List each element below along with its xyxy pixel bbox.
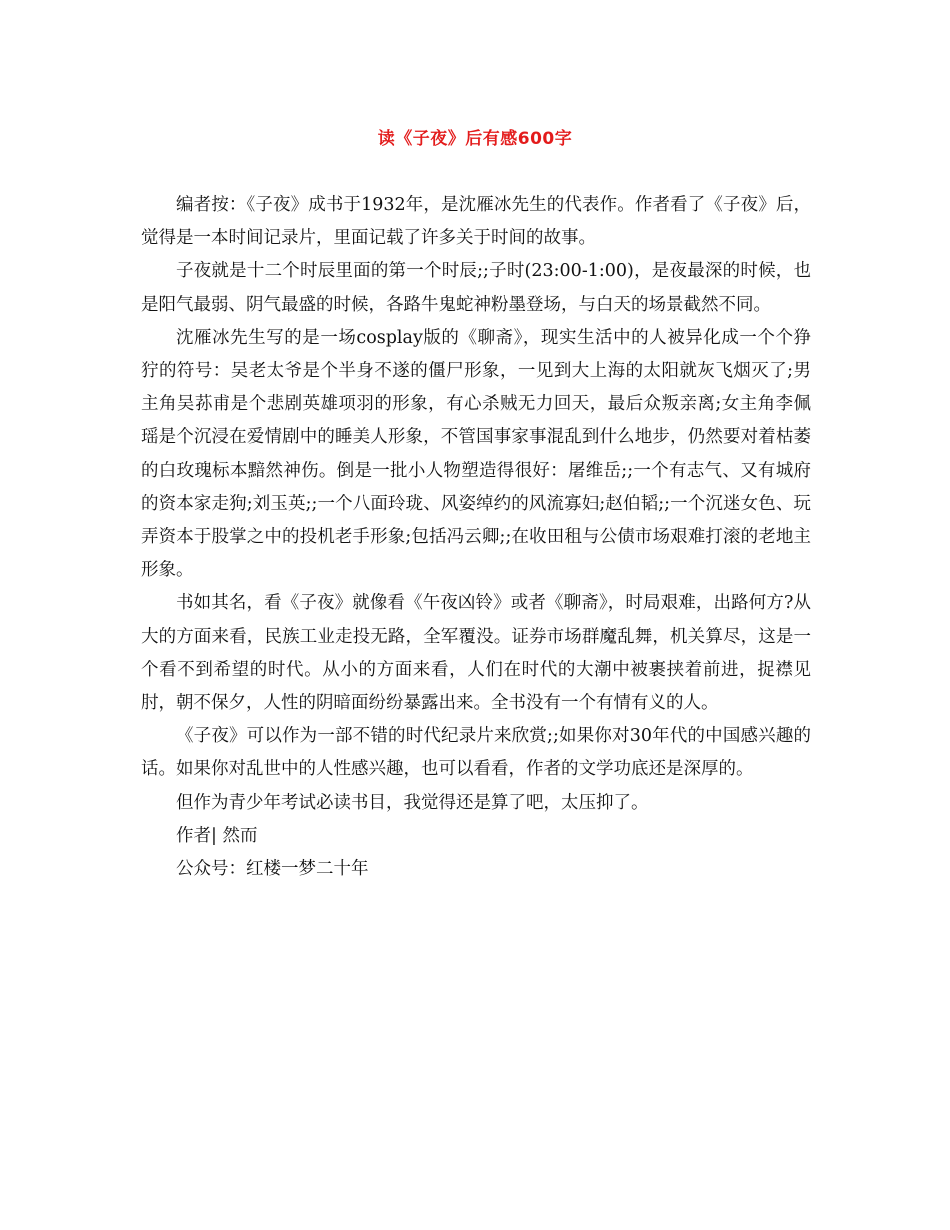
document-body [141, 189, 811, 886]
paragraph-author: 作者| 然而 [176, 825, 258, 846]
paragraph-era: 书如其名，看《子夜》就像看《午夜凶铃》或者《聊斋》，时局艰难，出路何方?从大的方面来看，民族工业走投无路，全军覆没。证券市场群魔乱舞，机关算尽，这是一个看不到希望的时代。从小的方面来看，人们在时代的大潮中被裹挟着前进，捉襟见肘，朝不保夕，人性的阴暗面纷纷暴露出来。全书没有一个有情有义的人。 [141, 593, 811, 714]
paragraph-characters: 沈雁冰先生写的是一场cosplay版的《聊斋》，现实生活中的人被异化成一个个狰狞的符号：吴老太爷是个半身不遂的僵尸形象，一见到大上海的太阳就灰飞烟灭了;男主角吴荪甫是个悲剧英雄项羽的形象，有心杀贼无力回天，最后众叛亲离;女主角李佩瑶是个沉浸在爱情剧中的睡美人形象，不管国事家事混乱到什么地步，仍然要对着枯萎的白玫瑰标本黯然神伤。倒是一批小人物塑造得很好：屠维岳;;一个有志气、又有城府的资本家走狗;刘玉英;;一个八面玲珑、风姿绰约的风流寡妇;赵伯韬;;一个沉迷女色、玩弄资本于股掌之中的投机老手形象;包括冯云卿;;在收田租与公债市场艰难打滚的老地主形象。 [141, 327, 811, 581]
document-title: 读《子夜》后有感600字 [377, 129, 573, 149]
paragraph-recommendation: 《子夜》可以作为一部不错的时代纪录片来欣赏;;如果你对30年代的中国感兴趣的话。如果你对乱世中的人性感兴趣，也可以看看，作者的文学功底还是深厚的。 [141, 726, 811, 780]
paragraph-conclusion: 但作为青少年考试必读书目，我觉得还是算了吧，太压抑了。 [176, 792, 649, 813]
paragraph-editor-note: 编者按：《子夜》成书于1932年，是沈雁冰先生的代表作。作者看了《子夜》后，觉得是一本时间记录片，里面记载了许多关于时间的故事。 [141, 195, 811, 249]
paragraph-midnight: 子夜就是十二个时辰里面的第一个时辰;;子时(23:00-1:00)，是夜最深的时候，也是阳气最弱、阴气最盛的时候，各路牛鬼蛇神粉墨登场，与白天的场景截然不同。 [141, 261, 811, 315]
paragraph-account: 公众号：红楼一梦二十年 [176, 859, 369, 880]
